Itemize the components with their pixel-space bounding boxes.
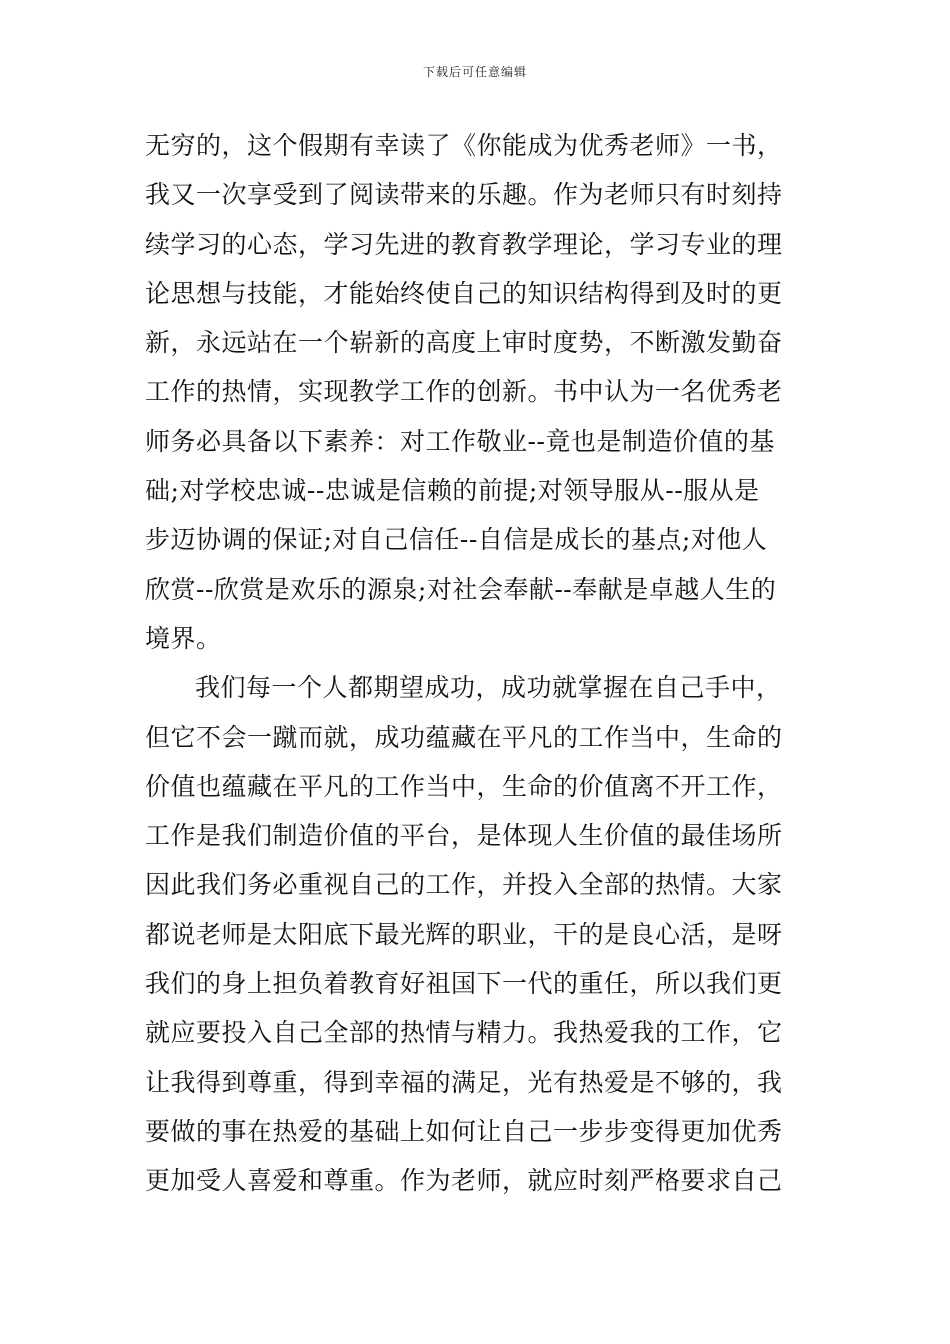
text-line: 工作是我们制造价值的平台，是体现人生价值的最佳场所	[145, 821, 783, 851]
text-line: 让我得到尊重，得到幸福的满足，光有热爱是不够的，我	[145, 1067, 783, 1097]
text-line: 价值也蕴藏在平凡的工作当中，生命的价值离不开工作，	[145, 771, 783, 801]
text-line: 因此我们务必重视自己的工作，并投入全部的热情。大家	[145, 870, 783, 900]
text-line: 但它不会一蹴而就，成功蕴藏在平凡的工作当中，生命的	[145, 722, 783, 752]
text-line: 我又一次享受到了阅读带来的乐趣。作为老师只有时刻持	[145, 180, 783, 210]
text-line: 要做的事在热爱的基础上如何让自己一步步变得更加优秀	[145, 1116, 783, 1146]
text-line: 论思想与技能，才能始终使自己的知识结构得到及时的更	[145, 278, 783, 308]
text-line: 础;对学校忠诚--忠诚是信赖的前提;对领导服从--服从是	[145, 476, 760, 506]
text-line: 境界。	[145, 623, 222, 653]
page-header: 下载后可任意编辑	[422, 65, 527, 79]
text-line: 更加受人喜爱和尊重。作为老师，就应时刻严格要求自己	[145, 1166, 783, 1196]
text-line: 都说老师是太阳底下最光辉的职业，干的是良心活，是呀	[145, 919, 783, 949]
text-line: 师务必具备以下素养：对工作敬业--竟也是制造价值的基	[145, 426, 775, 456]
paragraph-start-line: 我们每一个人都期望成功，成功就掌握在自己手中，	[195, 673, 782, 703]
body-text	[145, 130, 815, 1215]
text-line: 我们的身上担负着教育好祖国下一代的重任，所以我们更	[145, 969, 783, 999]
text-line: 就应要投入自己全部的热情与精力。我热爱我的工作，它	[145, 1018, 783, 1048]
text-line: 工作的热情，实现教学工作的创新。书中认为一名优秀老	[145, 377, 783, 407]
text-line: 欣赏--欣赏是欢乐的源泉;对社会奉献--奉献是卓越人生的	[145, 574, 777, 604]
text-line: 无穷的，这个假期有幸读了《你能成为优秀老师》一书，	[145, 131, 783, 160]
text-line: 续学习的心态，学习先进的教育教学理论，学习专业的理	[145, 229, 783, 259]
text-line: 步迈协调的保证;对自己信任--自信是成长的基点;对他人	[145, 525, 768, 555]
text-line: 新，永远站在一个崭新的高度上审时度势，不断激发勤奋	[145, 328, 783, 358]
